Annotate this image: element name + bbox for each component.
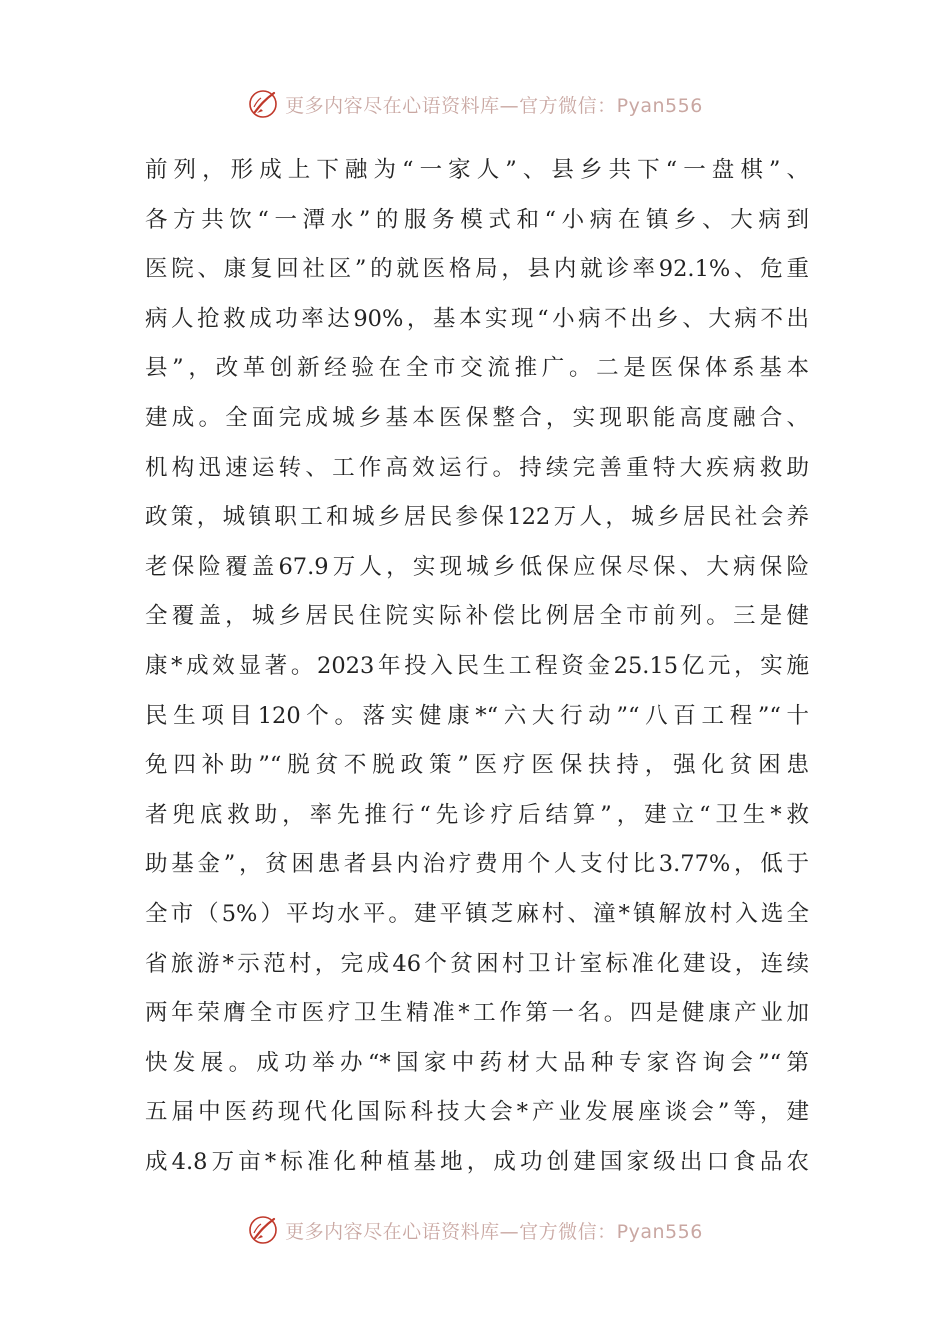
text-line: 病人抢救成功率达90%，基本实现“小病不出乡、大病不出 [145,305,809,332]
text-line: 全市（5%）平均水平。建平镇芝麻村、潼*镇解放村入选全 [145,900,809,927]
text-line: 前列，形成上下融为“一家人”、县乡共下“一盘棋”、 [145,157,809,183]
text-line: 免四补助”“脱贫不脱政策”医疗医保扶持，强化贫困患 [145,752,809,779]
watermark-text: 更多内容尽在心语资料库—官方微信：Pyan556 [285,1220,703,1243]
text-line: 机构迅速运转、工作高效运行。持续完善重特大疾病救助 [145,454,809,481]
text-line: 两年荣膺全市医疗卫生精准*工作第一名。四是健康产业加 [145,1000,809,1027]
text-line: 建成。全面完成城乡基本医保整合，实现职能高度融合、 [145,404,809,431]
document-body [145,146,809,1187]
text-line: 医院、康复回社区”的就医格局，县内就诊率92.1%、危重 [145,256,809,283]
text-line: 康*成效显著。2023年投入民生工程资金25.15亿元，实施 [145,652,809,679]
text-line: 民生项目120个。落实健康*“六大行动”“八百工程”“十 [145,702,809,729]
pen-logo-icon [247,87,281,121]
text-line: 助基金”，贫困患者县内治疗费用个人支付比3.77%，低于 [145,851,809,878]
text-line: 五届中医药现代化国际科技大会*产业发展座谈会”等，建 [145,1099,809,1126]
text-line: 成4.8万亩*标准化种植基地，成功创建国家级出口食品农 [145,1148,809,1175]
footer-watermark-banner [0,1210,950,1250]
text-line: 全覆盖，城乡居民住院实际补偿比例居全市前列。三是健 [145,603,809,630]
text-line: 者兜底救助，率先推行“先诊疗后结算”，建立“卫生*救 [145,801,809,828]
watermark-text: 更多内容尽在心语资料库—官方微信：Pyan556 [285,94,703,117]
text-line: 各方共饮“一潭水”的服务模式和“小病在镇乡、大病到 [145,206,809,233]
text-line: 县”，改革创新经验在全市交流推广。二是医保体系基本 [145,355,809,382]
text-line: 老保险覆盖67.9万人，实现城乡低保应保尽保、大病保险 [145,553,809,580]
text-line: 快发展。成功举办“*国家中药材大品种专家咨询会”“第 [145,1049,809,1076]
text-line: 政策，城镇职工和城乡居民参保122万人，城乡居民社会养 [145,504,809,531]
text-line: 省旅游*示范村，完成46个贫困村卫计室标准化建设，连续 [145,950,809,977]
header-watermark-banner [0,84,950,124]
pen-logo-icon [247,1213,281,1247]
